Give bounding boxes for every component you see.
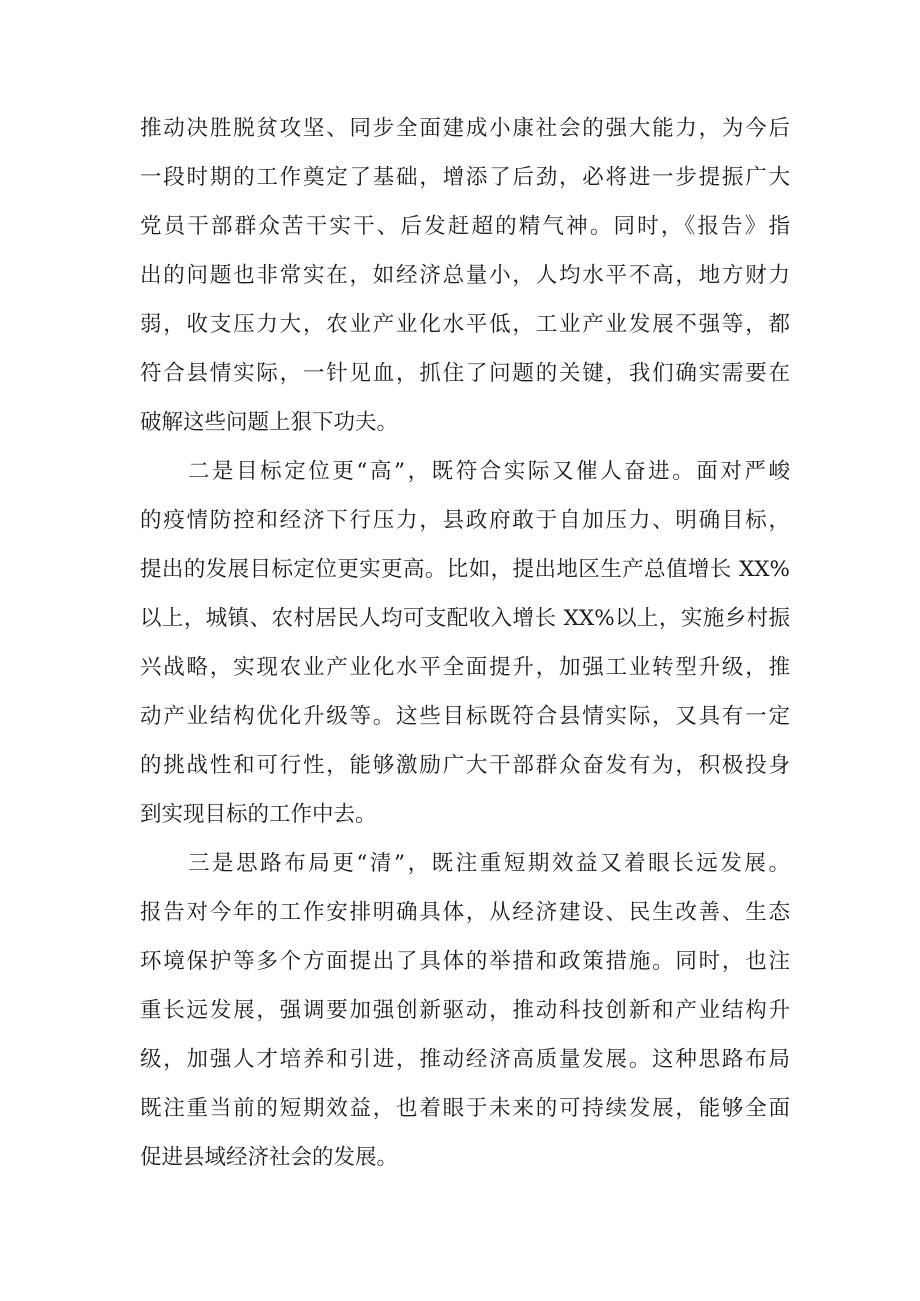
text-line: 重长远发展，强调要加强创新驱动，推动科技创新和产业结构升: [140, 998, 790, 1023]
text-line: 动产业结构优化升级等。这些目标既符合县情实际，又具有一定: [140, 704, 790, 729]
text-line: 报告对今年的工作安排明确具体，从经济建设、民生改善、生态: [140, 900, 790, 925]
paragraph-strategy-layout: [140, 839, 790, 1182]
text-line: 的疫情防控和经济下行压力，县政府敢于自加压力、明确目标，: [140, 508, 790, 533]
text-line: 促进县域经济社会的发展。: [140, 1145, 399, 1170]
paragraph-poverty-alleviation: [140, 104, 790, 447]
text-line: 到实现目标的工作中去。: [140, 802, 377, 827]
text-line: 以上，城镇、农村居民人均可支配收入增长 XX%以上，实施乡村振: [140, 606, 790, 631]
text-line: 的挑战性和可行性，能够激励广大干部群众奋发有为，积极投身: [140, 753, 790, 778]
document-body: [140, 104, 790, 1182]
text-line: 级，加强人才培养和引进，推动经济高质量发展。这种思路布局: [140, 1047, 790, 1072]
text-line: 符合县情实际，一针见血，抓住了问题的关键，我们确实需要在: [140, 361, 790, 386]
text-line: 党员干部群众苦干实干、后发赶超的精气神。同时，《报告》指: [140, 214, 790, 239]
paragraph-target-positioning: [140, 447, 790, 839]
text-line: 既注重当前的短期效益，也着眼于未来的可持续发展，能够全面: [140, 1096, 790, 1121]
text-line: 三是思路布局更“清”，既注重短期效益又着眼长远发展。: [188, 851, 790, 876]
text-line: 二是目标定位更“高”，既符合实际又催人奋进。面对严峻: [188, 459, 790, 484]
text-line: 弱，收支压力大，农业产业化水平低，工业产业发展不强等，都: [140, 312, 790, 337]
text-line: 提出的发展目标定位更实更高。比如，提出地区生产总值增长 XX%: [140, 557, 790, 582]
text-line: 环境保护等多个方面提出了具体的举措和政策措施。同时，也注: [140, 949, 790, 974]
text-line: 破解这些问题上狠下功夫。: [140, 410, 399, 435]
text-line: 出的问题也非常实在，如经济总量小，人均水平不高，地方财力: [140, 263, 790, 288]
text-line: 一段时期的工作奠定了基础，增添了后劲，必将进一步提振广大: [140, 165, 790, 190]
text-line: 推动决胜脱贫攻坚、同步全面建成小康社会的强大能力，为今后: [140, 116, 790, 141]
text-line: 兴战略，实现农业产业化水平全面提升，加强工业转型升级，推: [140, 655, 790, 680]
